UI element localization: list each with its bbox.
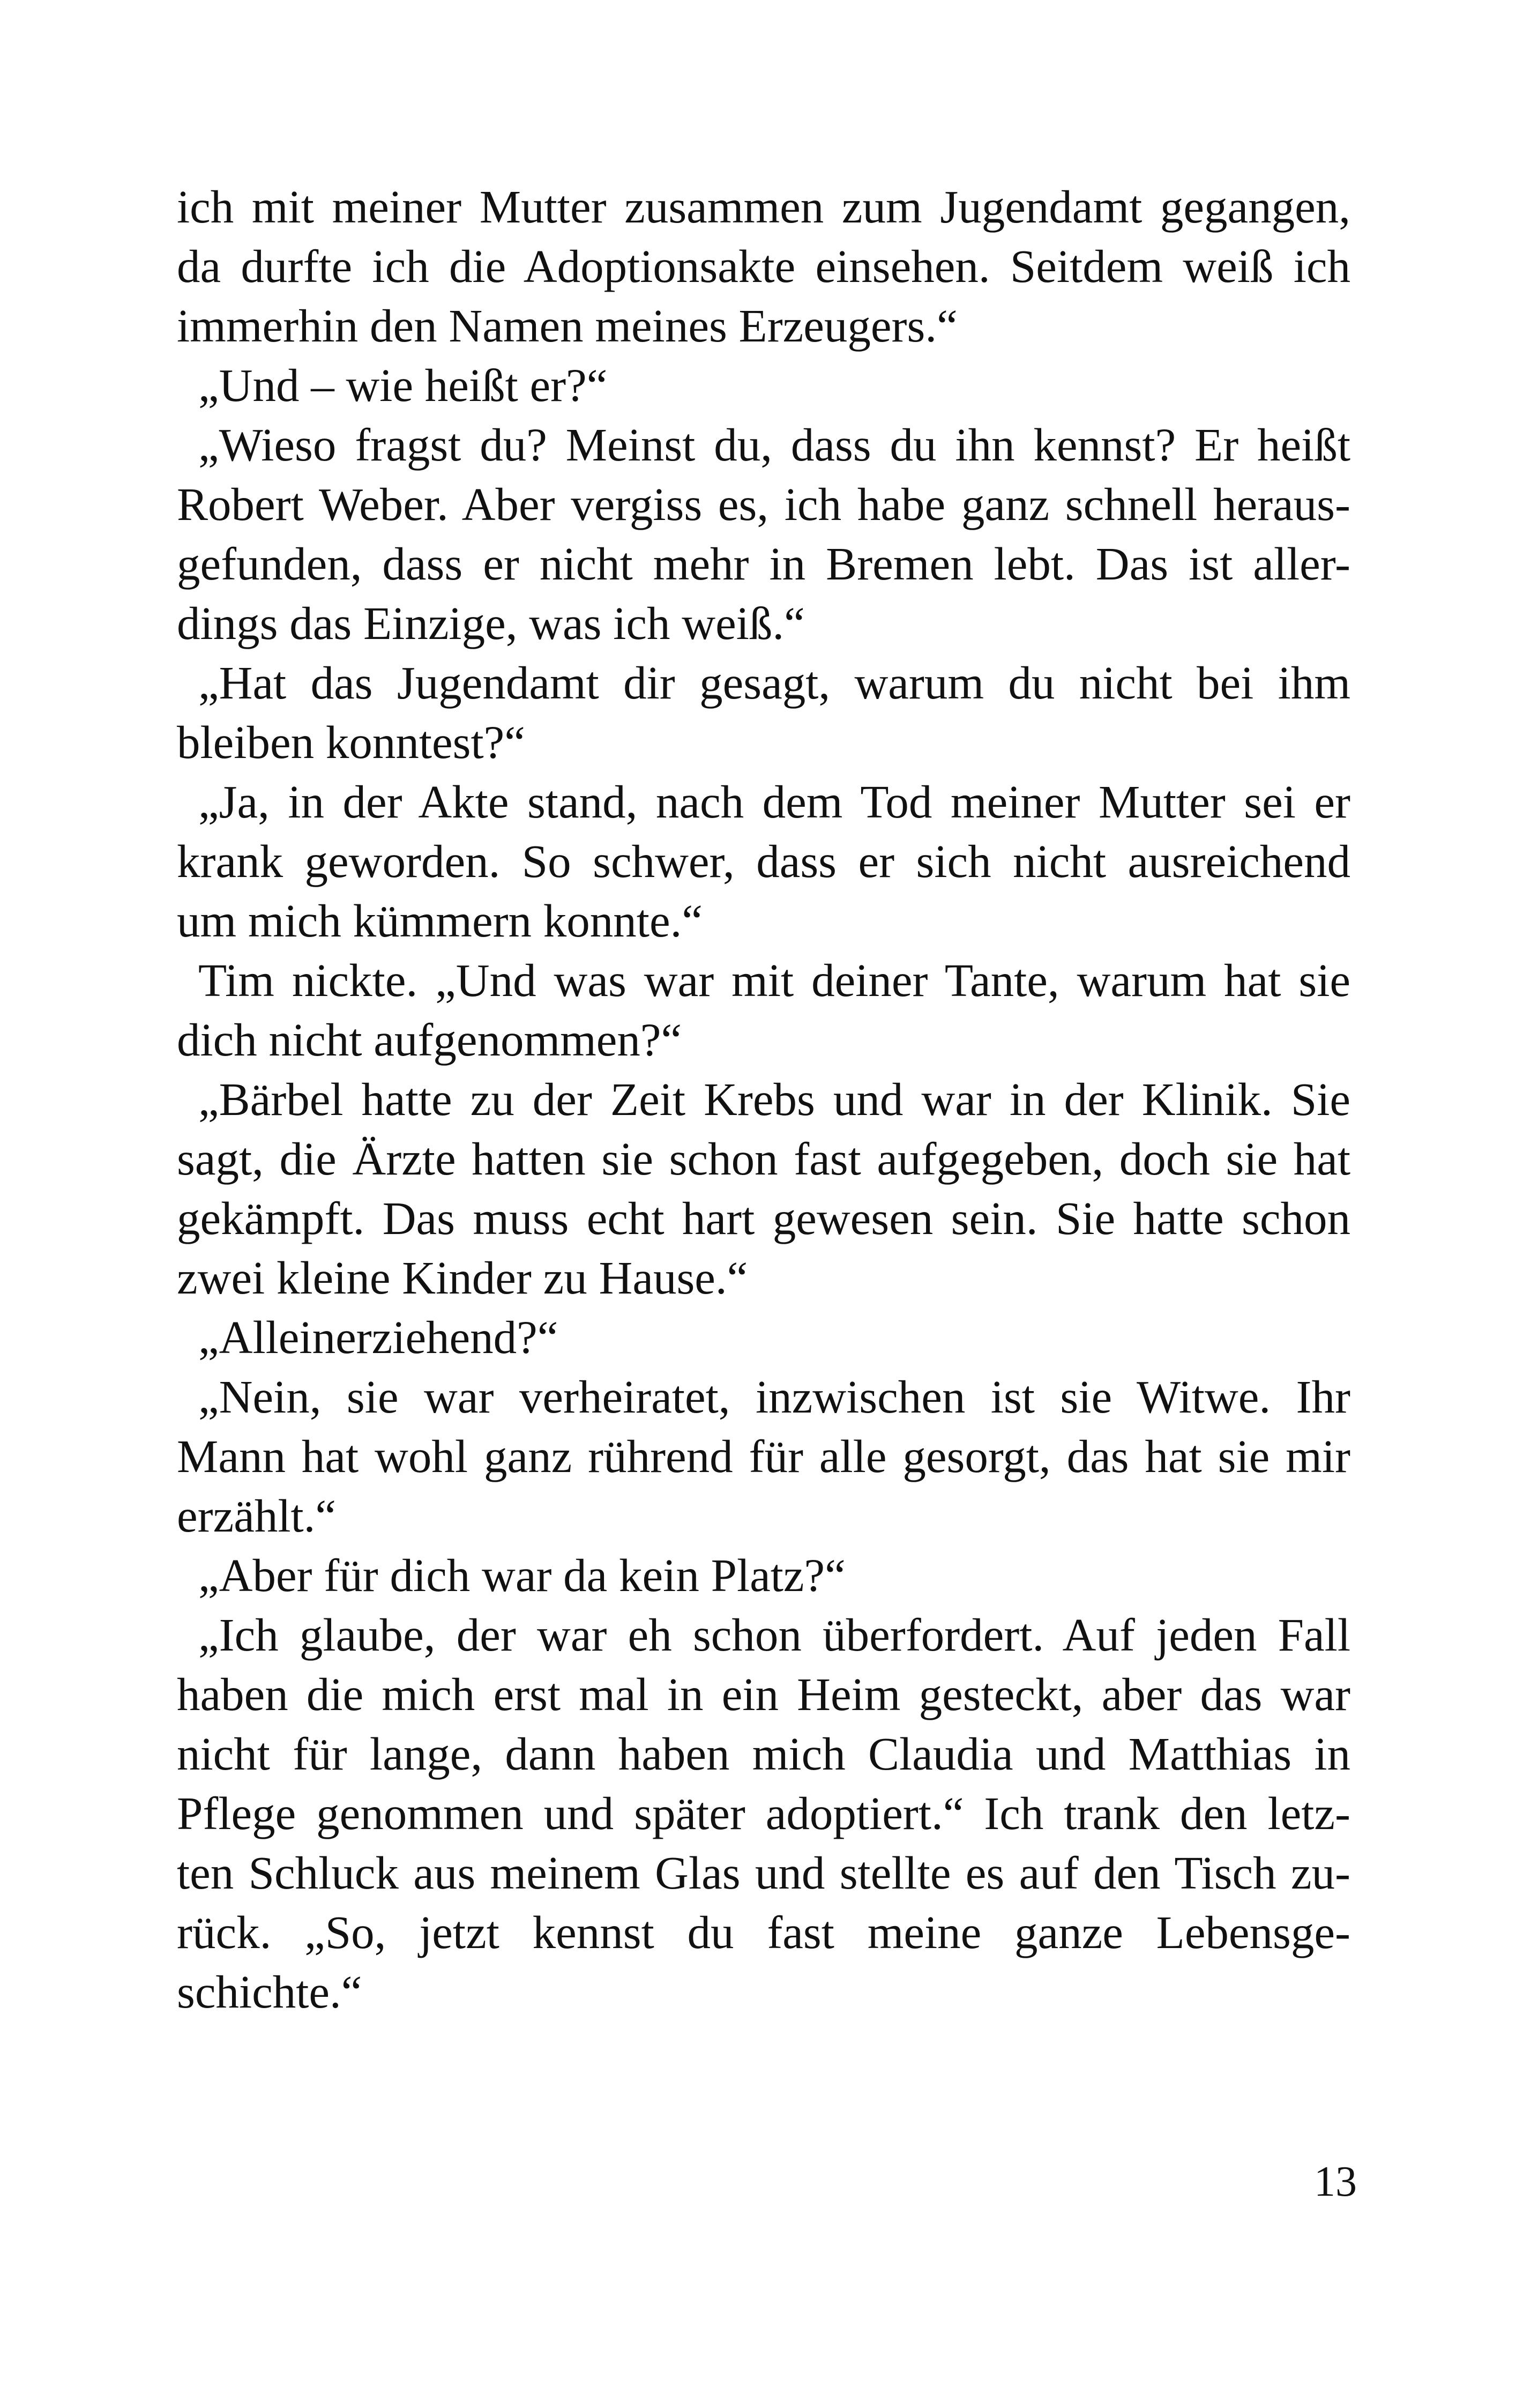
page-number: 13 — [1314, 2158, 1357, 2205]
text-line: „Aber für dich war da kein Platz?“ — [198, 1549, 846, 1601]
text-line: „Und – wie heißt er?“ — [198, 359, 608, 411]
text-line: ten Schluck aus meinem Glas und stellte es auf den Tisch zu- — [177, 1847, 1350, 1899]
text-line: haben die mich erst mal in ein Heim gesteckt, aber das war — [177, 1668, 1350, 1720]
text-line: um mich kümmern konnte.“ — [177, 895, 703, 947]
text-line: immerhin den Namen meines Erzeugers.“ — [177, 300, 958, 352]
text-line: ich mit meiner Mutter zusammen zum Jugendamt gegangen, — [177, 181, 1350, 233]
text-line: „Ja, in der Akte stand, nach dem Tod meiner Mutter sei er — [198, 776, 1350, 828]
text-line: bleiben konntest?“ — [177, 716, 525, 768]
text-line: schichte.“ — [177, 1966, 362, 2018]
body-text — [177, 177, 1350, 2021]
text-line: dings das Einzige, was ich weiß.“ — [177, 597, 805, 649]
text-line: krank geworden. So schwer, dass er sich nicht ausreichend — [177, 835, 1350, 887]
text-line: „Ich glaube, der war eh schon überfordert. Auf jeden Fall — [198, 1609, 1350, 1661]
text-line: erzählt.“ — [177, 1490, 337, 1542]
text-line: „Alleinerziehend?“ — [198, 1311, 558, 1363]
text-line: rück. „So, jetzt kennst du fast meine ganze Lebensge- — [177, 1906, 1350, 1958]
text-line: nicht für lange, dann haben mich Claudia und Matthias in — [177, 1728, 1350, 1780]
text-line: „Wieso fragst du? Meinst du, dass du ihn kennst? Er heißt — [198, 419, 1350, 471]
text-line: gefunden, dass er nicht mehr in Bremen lebt. Das ist aller- — [177, 538, 1350, 590]
text-line: dich nicht aufgenommen?“ — [177, 1014, 682, 1066]
text-line: Mann hat wohl ganz rührend für alle gesorgt, das hat sie mir — [177, 1430, 1350, 1482]
text-line: sagt, die Ärzte hatten sie schon fast aufgegeben, doch sie hat — [177, 1133, 1350, 1185]
text-line: Tim nickte. „Und was war mit deiner Tante, warum hat sie — [198, 954, 1350, 1006]
text-line: Robert Weber. Aber vergiss es, ich habe ganz schnell heraus- — [177, 478, 1350, 530]
text-line: Pflege genommen und später adoptiert.“ Ich trank den letz- — [177, 1787, 1350, 1839]
text-line: „Bärbel hatte zu der Zeit Krebs und war in der Klinik. Sie — [198, 1073, 1350, 1125]
text-line: „Nein, sie war verheiratet, inzwischen ist sie Witwe. Ihr — [198, 1371, 1350, 1423]
text-line: gekämpft. Das muss echt hart gewesen sein. Sie hatte schon — [177, 1192, 1350, 1244]
text-line: „Hat das Jugendamt dir gesagt, warum du nicht bei ihm — [198, 657, 1350, 709]
text-line: zwei kleine Kinder zu Hause.“ — [177, 1252, 748, 1304]
text-line: da durfte ich die Adoptionsakte einsehen. Seitdem weiß ich — [177, 240, 1350, 292]
